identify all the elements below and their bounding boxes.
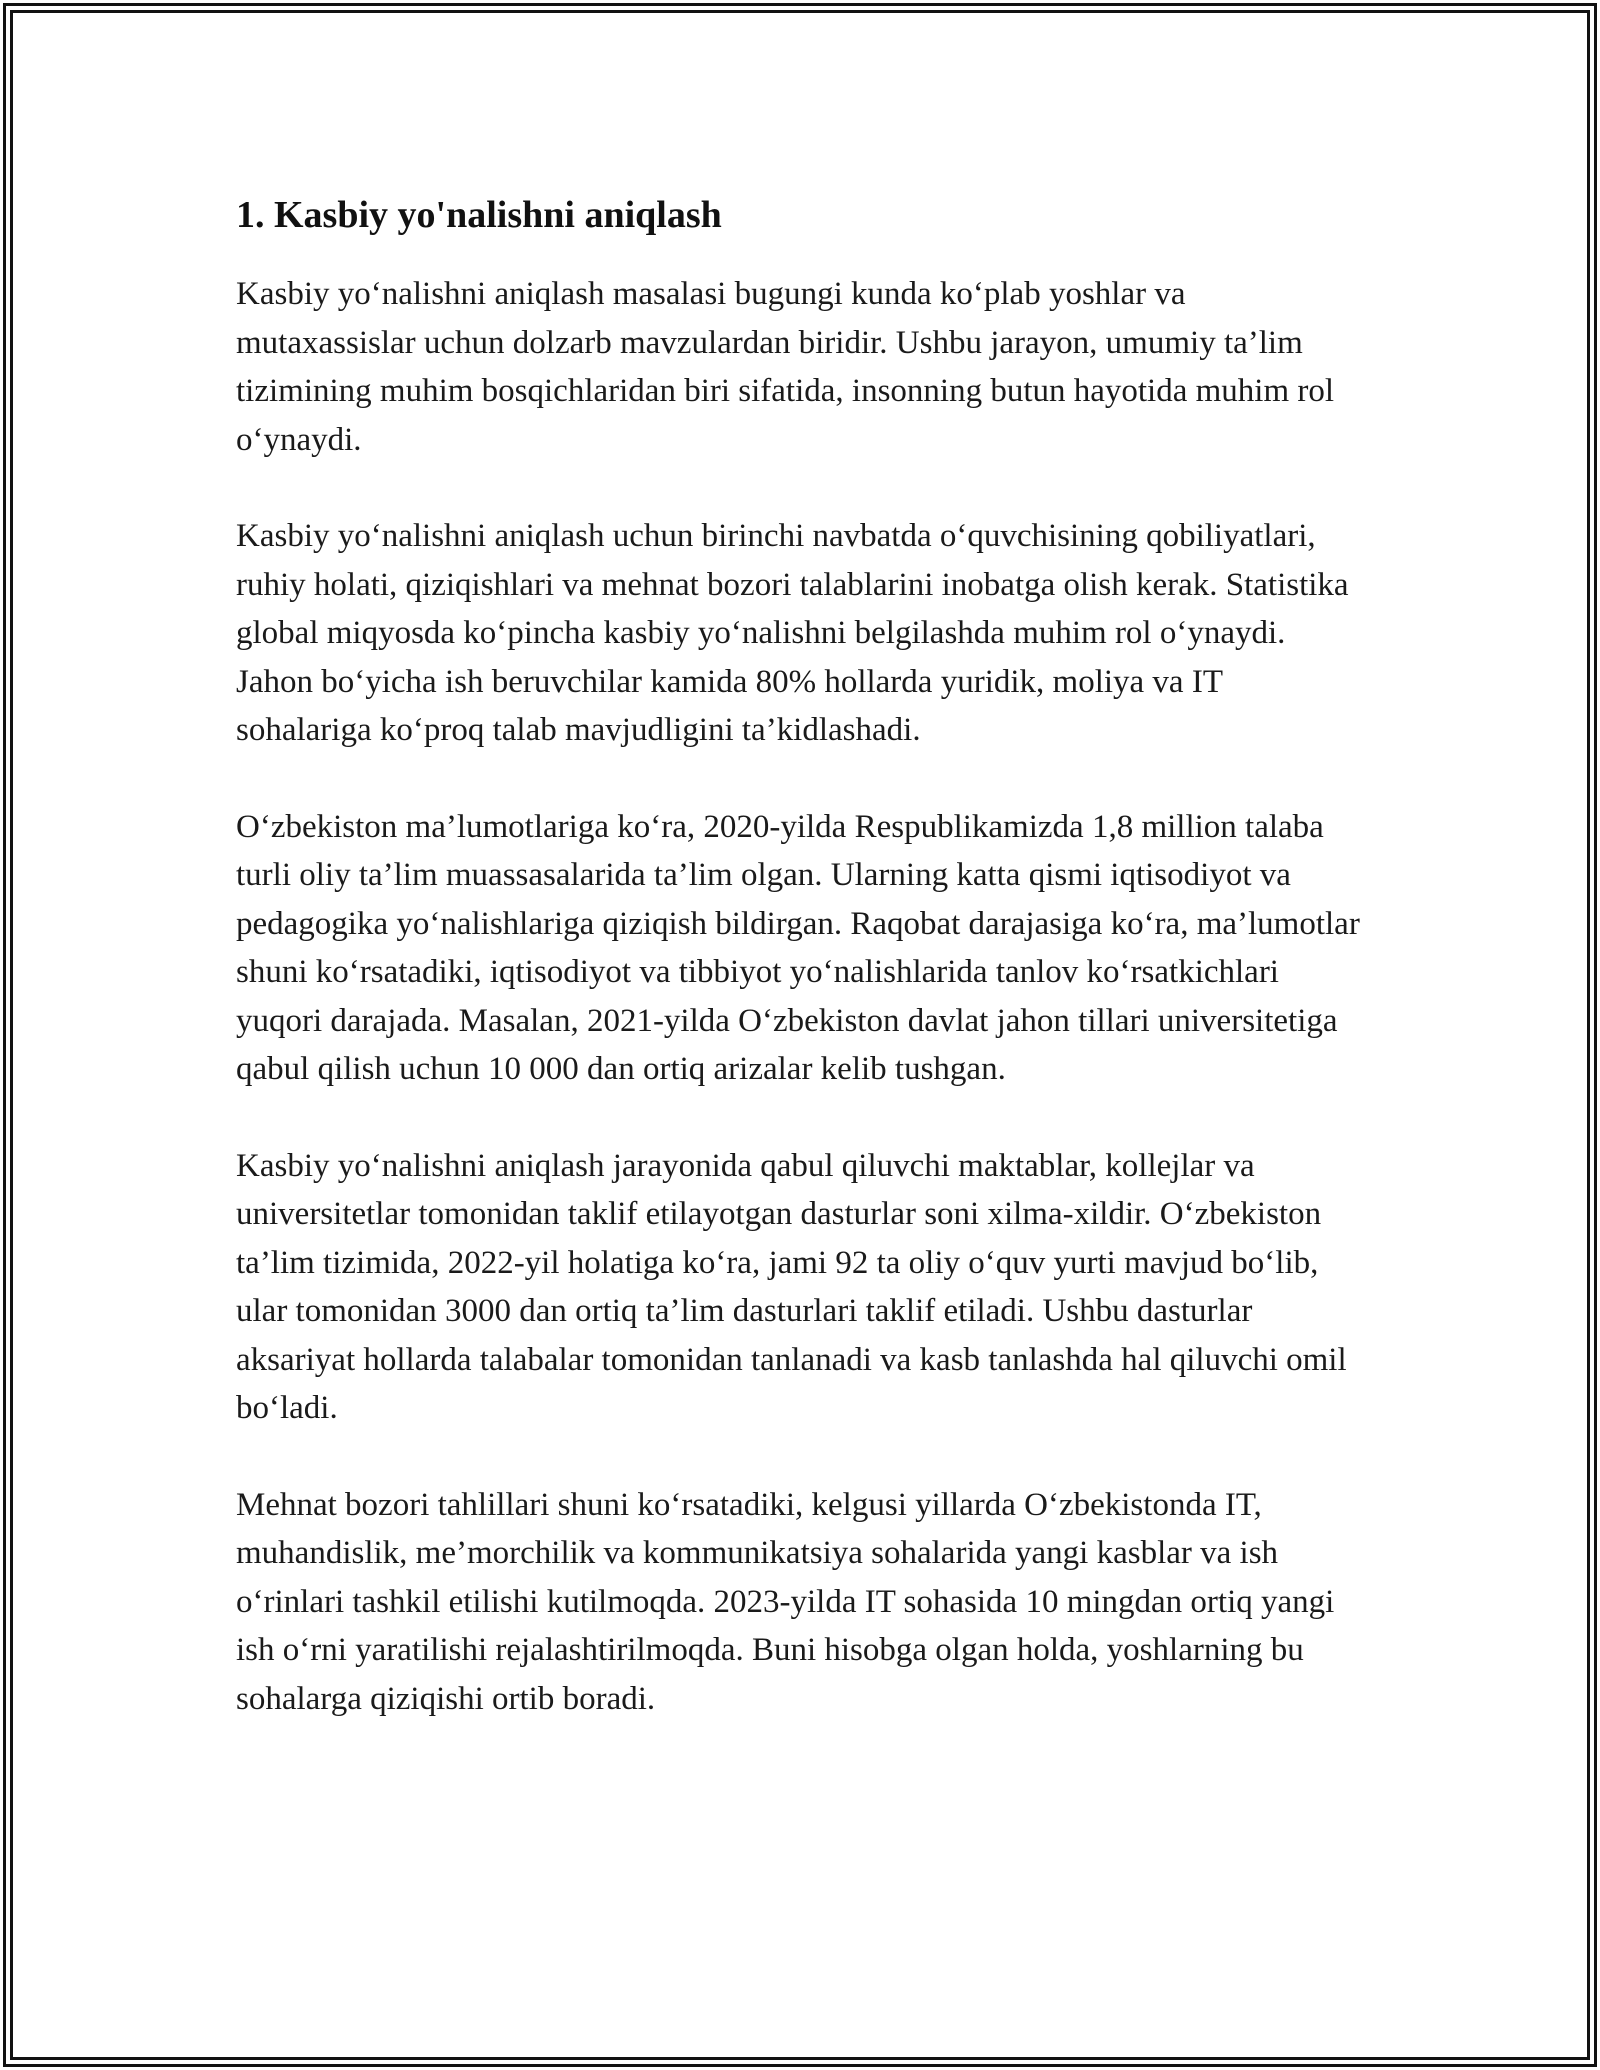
paragraph-3: O‘zbekiston ma’lumotlariga ko‘ra, 2020-yilda Respublikamizda 1,8 million talaba turli oliy ta’lim muassasalarida ta’lim olgan. Ularning katta qismi iqtisodiyot va pedagogika yo‘nalishlariga qiziqish bildirgan. Raqobat darajasiga ko‘ra, ma’lumotlar shuni ko‘rsatadiki, iqtisodiyot va tibbiyot yo‘nalishlarida tanlov ko‘rsatkichlari yuqori darajada. Masalan, 2021-yilda O‘zbekiston davlat jahon tillari universitetiga qabul qilish uchun 10 000 dan ortiq arizalar kelib tushgan. bbox=[236, 808, 1360, 1087]
document-body bbox=[236, 188, 1366, 1771]
paragraph-5: Mehnat bozori tahlillari shuni ko‘rsatadiki, kelgusi yillarda O‘zbekistonda IT, muhandislik, me’morchilik va kommunikatsiya sohalarida yangi kasblar va ish o‘rinlari tashkil etilishi kutilmoqda. 2023-yilda IT sohasida 10 mingdan ortiq yangi ish o‘rni yaratilishi rejalashtirilmoqda. Buni hisobga olgan holda, yoshlarning bu sohalarga qiziqishi ortib boradi. bbox=[236, 1486, 1335, 1717]
paragraph-1: Kasbiy yo‘nalishni aniqlash masalasi bugungi kunda ko‘plab yoshlar va mutaxassislar uchun dolzarb mavzulardan biridir. Ushbu jarayon, umumiy ta’lim tizimining muhim bosqichlaridan biri sifatida, insonning butun hayotida muhim rol o‘ynaydi. bbox=[236, 276, 1335, 458]
paragraph-4: Kasbiy yo‘nalishni aniqlash jarayonida qabul qiluvchi maktablar, kollejlar va universitetlar tomonidan taklif etilayotgan dasturlar soni xilma-xildir. O‘zbekiston ta’lim tizimida, 2022-yil holatiga ko‘ra, jami 92 ta oliy o‘quv yurti mavjud bo‘lib, ular tomonidan 3000 dan ortiq ta’lim dasturlari taklif etiladi. Ushbu dasturlar aksariyat hollarda talabalar tomonidan tanlanadi va kasb tanlashda hal qiluvchi omil bo‘ladi. bbox=[236, 1147, 1347, 1426]
paragraph-2: Kasbiy yo‘nalishni aniqlash uchun birinchi navbatda o‘quvchisining qobiliyatlari, ruhiy holati, qiziqishlari va mehnat bozori talablarini inobatga olish kerak. Statistika global miqyosda ko‘pincha kasbiy yo‘nalishni belgilashda muhim rol o‘ynaydi. Jahon bo‘yicha ish beruvchilar kamida 80% hollarda yuridik, moliya va IT sohalariga ko‘proq talab mavjudligini ta’kidlashadi. bbox=[236, 518, 1349, 748]
section-heading: 1. Kasbiy yo'nalishni aniqlash bbox=[236, 194, 722, 236]
